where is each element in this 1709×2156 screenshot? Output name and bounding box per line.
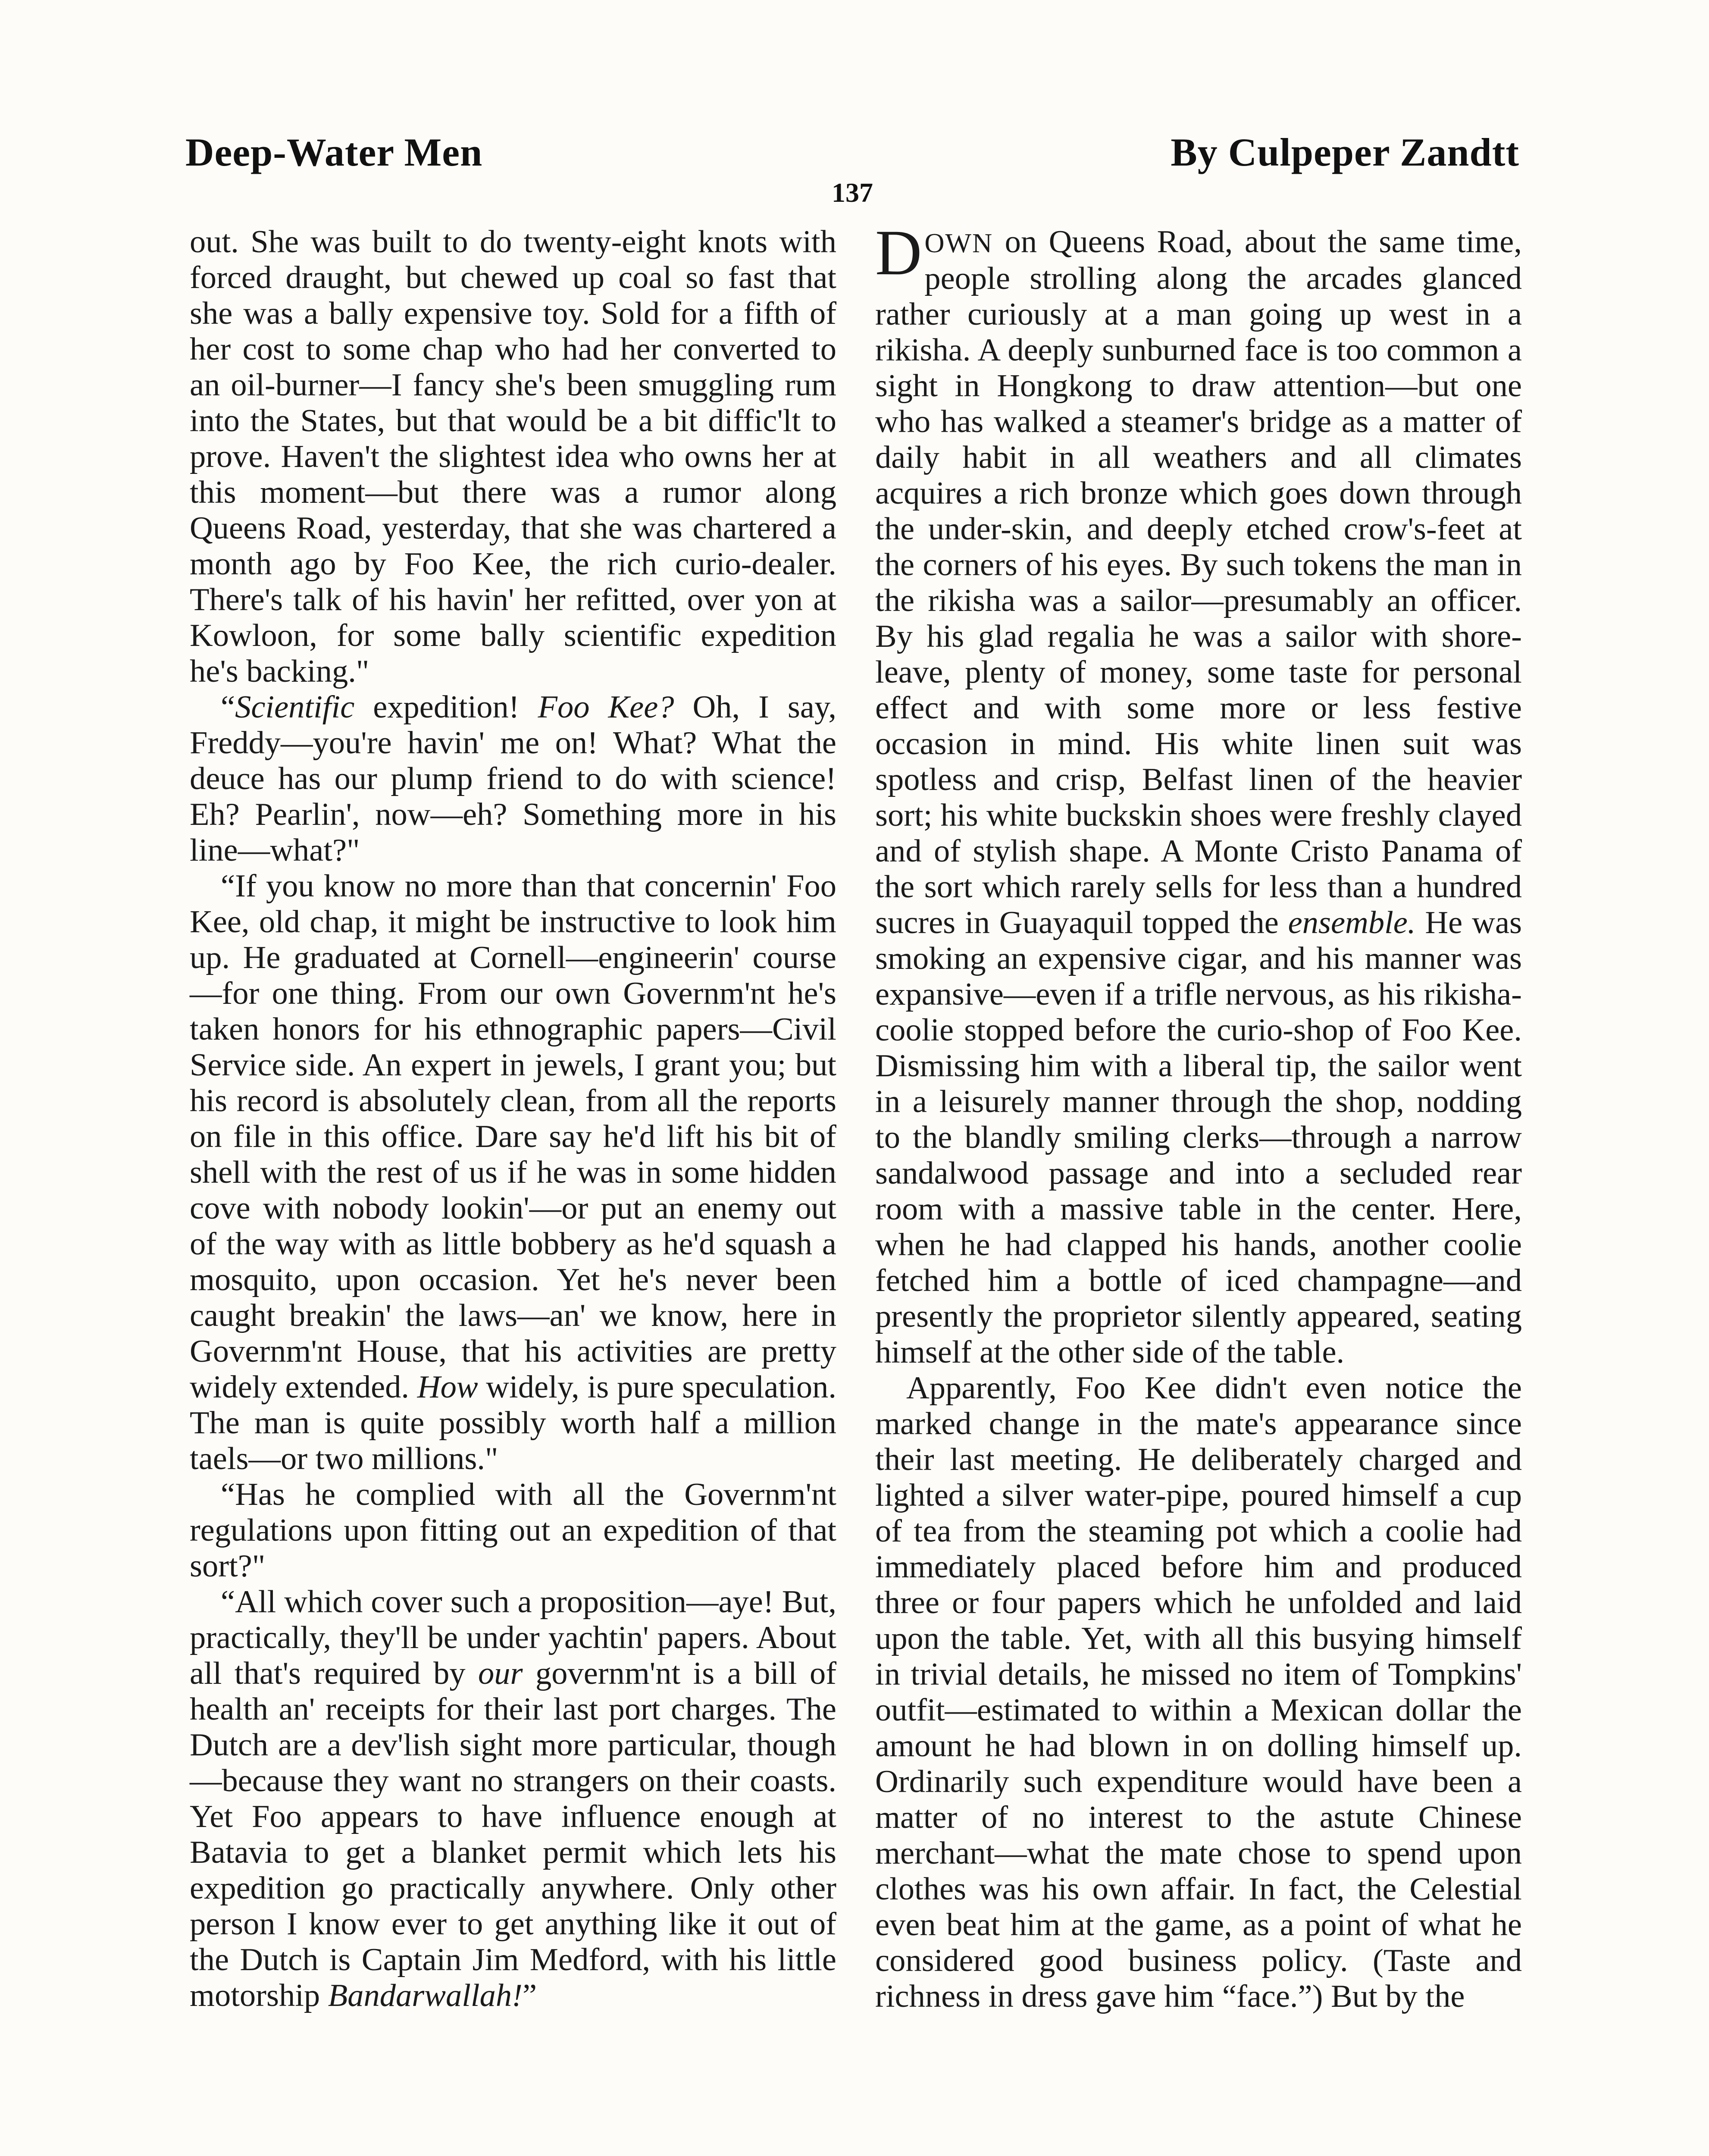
emphasis: Scientific [235, 689, 355, 725]
emphasis: How [417, 1369, 478, 1405]
text-run: He was smoking an expensive cigar, and his manner was expansive—even if a trifle nervous, as his rikisha-coolie stopped before the curio-shop of Foo Kee. Dismissing him with a liberal tip, the sailor went in a leisurely manner through the shop, nodding to the blandly smiling clerks—through a narrow sandalwood passage and into a secluded rear room with a massive table in the center. Here, when he had clapped his hands, another coolie fetched him a bottle of iced champagne—and presently the proprietor silently appeared, seating himself at the other side of the table. [875, 905, 1522, 1370]
running-header [185, 129, 1519, 208]
page-number: 137 [832, 177, 873, 208]
drop-cap: D [875, 217, 922, 288]
text-run: widely, is pure speculation. The man is quite possibly worth half a million taels—or two millions." [190, 1369, 836, 1476]
emphasis: our [478, 1656, 523, 1691]
right-text-column [875, 217, 1522, 2015]
paragraph [190, 868, 836, 1477]
paragraph [190, 689, 836, 868]
text-run: ” [522, 1978, 537, 2013]
text-run: on Queens Road, about the same time, people strolling along the arcades glanced rather curiously at a man going up west in a rikisha. A deeply sunburned face is too common a sight in Hongkong to draw attention—but one who has walked a steamer's bridge as a matter of daily habit in all weathers and all climates acquires a rich bronze which goes down through the under-skin, and deeply etched crow's-feet at the corners of his eyes. By such tokens the man in the rikisha was a sailor—presumably an officer. By his glad regalia he was a sailor with shore-leave, plenty of money, some taste for personal effect and with some more or less festive occasion in mind. His white linen suit was spotless and crisp, Belfast linen of the heavier sort; his white buckskin shoes were freshly clayed and of stylish shape. A Monte Cristo Panama of the sort which rarely sells for less than a hundred sucres in Guayaquil topped the [875, 224, 1522, 940]
paragraph: out. She was built to do twenty-eight knots with forced draught, but chewed up coal so fast that she was a bally expensive toy. Sold for a fifth of her cost to some chap who had her converted to an oil-burner—I fancy she's been smuggling rum into the States, but that would be a bit diffic'lt to prove. Haven't the slightest idea who owns her at this moment—but there was a rumor along Queens Road, yesterday, that she was chartered a month ago by Foo Kee, the rich curio-dealer. There's talk of his havin' her refitted, over yon at Kowloon, for some bally scientific expedition he's backing." [190, 224, 836, 689]
author-byline: By Culpeper Zandtt [1171, 130, 1519, 174]
text-run: “If you know no more than that concernin' Foo Kee, old chap, it might be instructive to look him up. He graduated at Cornell—engineerin' course—for one thing. From our own Governm'nt he's taken honors for his ethnographic papers—Civil Service side. An expert in jewels, I grant you; but his record is absolutely clean, from all the reports on file in this office. Dare say he'd lift his bit of shell with the rest of us if he was in some hidden cove with nobody lookin'—or put an enemy out of the way with as little bobbery as he'd squash a mosquito, upon occasion. Yet he's never been caught breakin' the laws—an' we know, here in Governm'nt House, that his activities are pretty widely extended. [190, 868, 836, 1405]
text-run: “All which cover such a proposition—aye! But, practically, they'll be under yachtin' papers. About all that's required by [190, 1584, 836, 1691]
small-caps-run: OWN [924, 228, 993, 258]
paragraph [190, 1584, 836, 2014]
emphasis: Bandarwallah! [328, 1978, 523, 2013]
paragraph [875, 217, 1522, 1370]
emphasis: ensemble. [1288, 905, 1416, 940]
left-text-column [190, 224, 836, 2014]
paragraph: Apparently, Foo Kee didn't even notice the marked change in the mate's appearance since their last meeting. He deliberately charged and lighted a silver water-pipe, poured himself a cup of tea from the steaming pot which a coolie had immediately placed before him and produced three or four papers which he unfolded and laid upon the table. Yet, with all this busying himself in trivial details, he missed no item of Tompkins' outfit—estimated to within a Mexican dollar the amount he had blown in on dolling himself up. Ordinarily such expenditure would have been a matter of no interest to the astute Chinese merchant—what the mate chose to spend upon clothes was his own affair. In fact, the Celestial even beat him at the game, as a point of what he considered good business policy. (Taste and richness in dress gave him “face.”) But by the [875, 1370, 1522, 2014]
emphasis: Foo Kee? [538, 689, 674, 725]
text-run: Oh, I say, Freddy—you're havin' me on! What? What the deuce has our plump friend to do with science! Eh? Pearlin', now—eh? Something more in his line—what?" [190, 689, 836, 868]
quote-mark: “ [221, 689, 235, 725]
story-title: Deep-Water Men [185, 130, 483, 174]
text-run: expedition! [354, 689, 538, 725]
text-run: governm'nt is a bill of health an' receipts for their last port charges. The Dutch are a dev'lish sight more particular, though—because they want no strangers on their coasts. Yet Foo appears to have influence enough at Batavia to get a blanket permit which lets his expedition go practically anywhere. Only other person I know ever to get anything like it out of the Dutch is Captain Jim Medford, with his little motorship [190, 1656, 837, 2013]
paragraph: “Has he complied with all the Governm'nt regulations upon fitting out an expedition of that sort?" [190, 1477, 836, 1584]
